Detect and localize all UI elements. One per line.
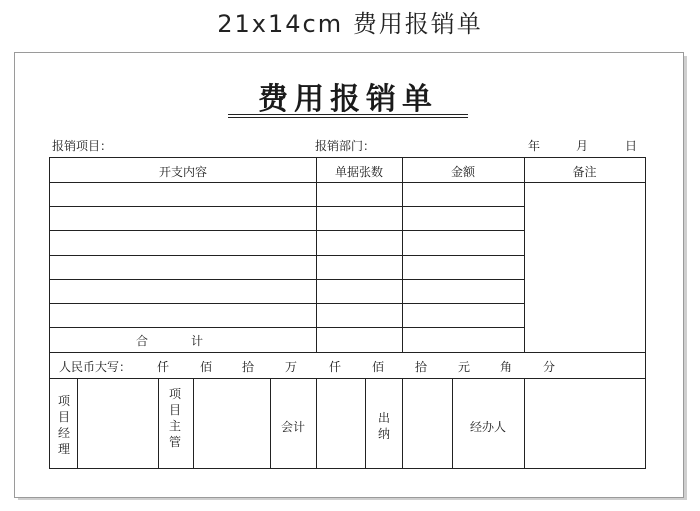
row-line [50, 327, 524, 328]
day-label: 日 [625, 139, 638, 153]
signature-project-manager: 项目经理 [57, 394, 70, 456]
rmb-label: 人民币大写： [59, 360, 132, 374]
rmb-unit-yuan: 元 [458, 360, 471, 374]
row-line [50, 230, 524, 231]
row-line [50, 206, 524, 207]
sig-divider [316, 378, 317, 468]
column-header-note: 备注 [572, 165, 597, 179]
form-title: 费用报销单 [258, 82, 438, 117]
title-underline-1 [228, 114, 468, 115]
col-divider [402, 158, 403, 352]
project-label: 报销项目： [52, 139, 113, 153]
header-divider [50, 182, 645, 183]
signature-handler: 经办人 [469, 420, 506, 434]
rmb-unit-qian-2: 仟 [329, 360, 342, 374]
sig-divider [158, 378, 159, 468]
rmb-unit-shi-2: 拾 [415, 360, 428, 374]
row-line [50, 255, 524, 256]
caption: 21x14cm 费用报销单 [217, 10, 483, 38]
title-underline-2 [228, 117, 468, 118]
signature-cashier: 出纳 [377, 411, 390, 441]
rmb-unit-shi: 拾 [242, 360, 255, 374]
sig-divider [365, 378, 366, 468]
column-header-amount: 金额 [450, 165, 475, 179]
total-label-he: 合 [136, 334, 149, 348]
rmb-unit-wan: 万 [285, 360, 298, 374]
year-label: 年 [528, 139, 541, 153]
rmb-unit-fen: 分 [543, 360, 556, 374]
col-divider [316, 158, 317, 352]
row-line [50, 303, 524, 304]
rmb-unit-bai-2: 佰 [372, 360, 385, 374]
total-bottom-line [50, 352, 645, 353]
sig-divider [193, 378, 194, 468]
month-label: 月 [576, 139, 589, 153]
sig-divider [402, 378, 403, 468]
col-divider [524, 158, 525, 352]
rmb-unit-jiao: 角 [500, 360, 513, 374]
signature-project-supervisor: 项目主管 [168, 387, 181, 449]
expense-table [49, 157, 646, 469]
rmb-unit-bai: 佰 [200, 360, 213, 374]
column-header-content: 开支内容 [158, 165, 207, 179]
sig-divider [524, 378, 525, 468]
sig-divider [77, 378, 78, 468]
row-line [50, 279, 524, 280]
rmb-bottom-line [50, 378, 645, 379]
column-header-count: 单据张数 [334, 165, 383, 179]
total-label-ji: 计 [191, 334, 204, 348]
signature-accounting: 会计 [280, 420, 305, 434]
department-label: 报销部门： [315, 139, 376, 153]
rmb-unit-qian: 仟 [157, 360, 170, 374]
